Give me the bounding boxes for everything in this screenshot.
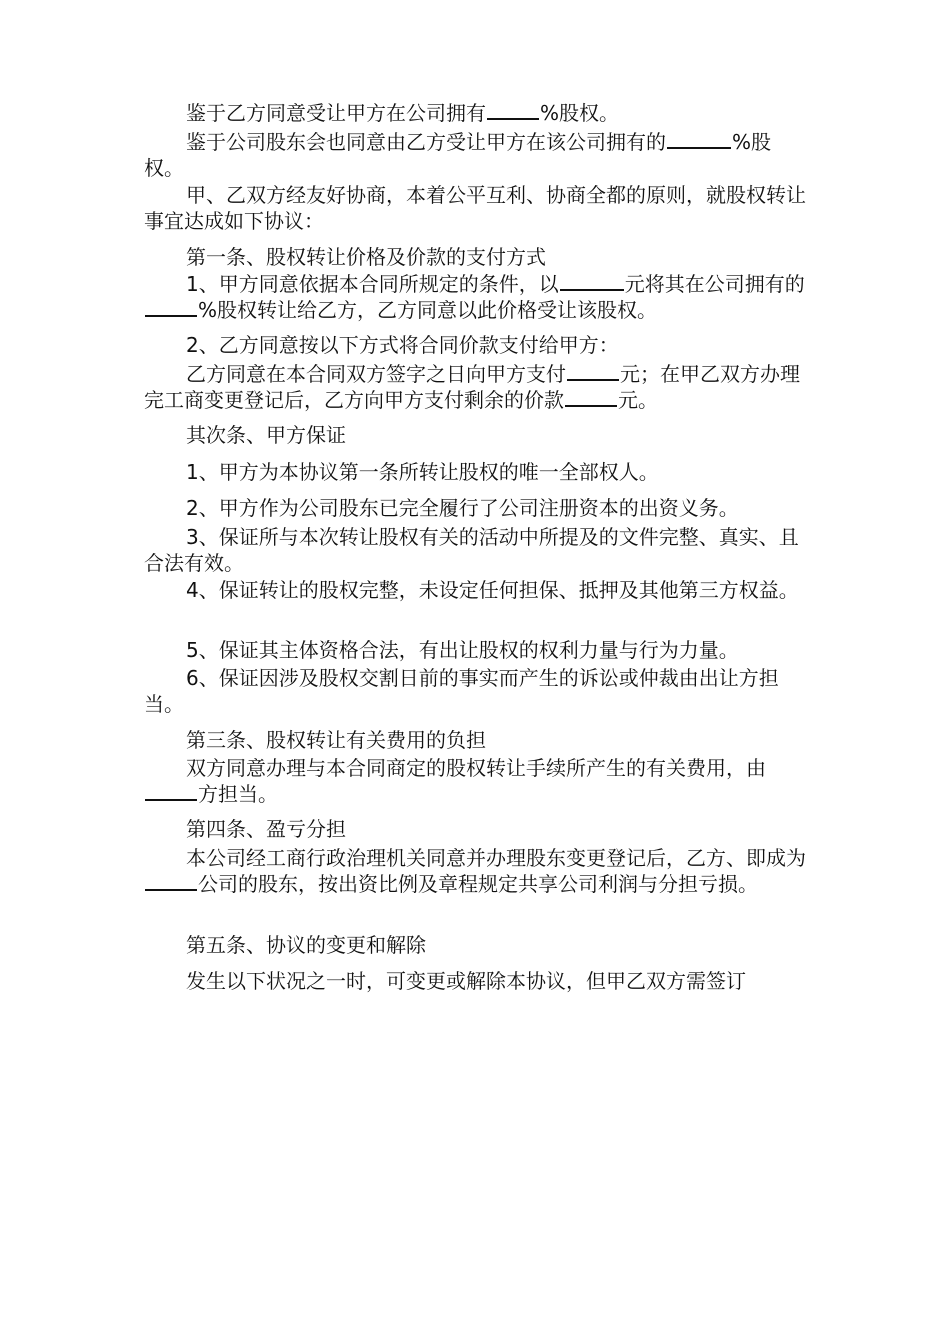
article-2-item-2 (144, 495, 810, 521)
text-segment: %股权。 (540, 101, 620, 125)
article-5-heading (144, 932, 810, 958)
blank-line (565, 387, 617, 407)
blank-line (567, 361, 619, 381)
article-1-payment (144, 361, 810, 413)
text-segment: 第四条、盈亏分担 (186, 817, 346, 841)
article-2-heading (144, 422, 810, 448)
text-segment: 第三条、股权转让有关费用的负担 (186, 728, 486, 752)
text-segment: 发生以下状况之一时，可变更或解除本协议，但甲乙双方需签订 (186, 969, 746, 993)
text-segment: 元。 (618, 388, 658, 412)
blank-line (145, 781, 197, 801)
article-4-heading (144, 816, 810, 842)
text-segment: 乙方同意在本合同双方签字之日向甲方支付 (186, 362, 566, 386)
blank-line (145, 871, 197, 891)
text-segment: 3、保证所与本次转让股权有关的活动中所提及的文件完整、真实、且合法有效。 (144, 525, 799, 575)
blank-line (560, 271, 624, 291)
text-segment: 甲、乙双方经友好协商，本着公平互利、协商全都的原则，就股权转让事宜达成如下协议： (144, 183, 806, 233)
article-4-body (144, 845, 810, 897)
text-segment: 2、乙方同意按以下方式将合同价款支付给甲方： (186, 333, 619, 357)
blank-line (667, 129, 731, 149)
text-segment: 方担当。 (198, 782, 278, 806)
article-1-heading (144, 244, 810, 270)
text-segment: 元将其在公司拥有的 (624, 272, 805, 296)
text-segment: 本公司经工商行政治理机关同意并办理股东变更登记后，乙方、即成为 (186, 846, 806, 870)
article-3-body (144, 755, 810, 807)
article-5-body (144, 968, 810, 994)
text-segment: 1、甲方同意依据本合同所规定的条件，以 (186, 272, 559, 296)
article-2-item-3 (144, 524, 810, 576)
paragraph-1 (144, 100, 810, 126)
text-segment: %股权转让给乙方，乙方同意以此价格受让该股权。 (198, 298, 658, 322)
text-segment: 5、保证其主体资格合法，有出让股权的权利力量与行为力量。 (186, 638, 739, 662)
article-1-item-2 (144, 332, 810, 358)
text-segment: %股权。 (144, 130, 772, 180)
text-segment: 公司的股东，按出资比例及章程规定共享公司利润与分担亏损。 (198, 872, 758, 896)
text-segment: 2、甲方作为公司股东已完全履行了公司注册资本的出资义务。 (186, 496, 739, 520)
text-segment: 6、保证因涉及股权交割日前的事实而产生的诉讼或仲裁由出让方担当。 (144, 666, 779, 716)
article-3-heading (144, 727, 810, 753)
text-segment: 其次条、甲方保证 (186, 423, 346, 447)
paragraph-3 (144, 182, 810, 234)
text-segment: 4、保证转让的股权完整，未设定任何担保、抵押及其他第三方权益。 (186, 578, 799, 602)
article-2-item-1 (144, 459, 810, 485)
blank-line (145, 297, 197, 317)
text-segment: 元；在甲乙双方办理完工商变更登记后，乙方向甲方支付剩余的价款 (144, 362, 800, 412)
text-segment: 1、甲方为本协议第一条所转让股权的唯一全部权人。 (186, 460, 659, 484)
article-1-item-1 (144, 271, 810, 323)
blank-line (487, 100, 539, 120)
article-2-item-4 (144, 577, 810, 603)
text-segment: 第一条、股权转让价格及价款的支付方式 (186, 245, 546, 269)
article-2-item-6 (144, 665, 810, 717)
paragraph-2 (144, 129, 810, 181)
text-segment: 双方同意办理与本合同商定的股权转让手续所产生的有关费用，由 (186, 756, 766, 780)
text-segment: 鉴于公司股东会也同意由乙方受让甲方在该公司拥有的 (186, 130, 666, 154)
text-segment: 鉴于乙方同意受让甲方在公司拥有 (186, 101, 486, 125)
text-segment: 第五条、协议的变更和解除 (186, 933, 426, 957)
article-2-item-5 (144, 637, 810, 663)
